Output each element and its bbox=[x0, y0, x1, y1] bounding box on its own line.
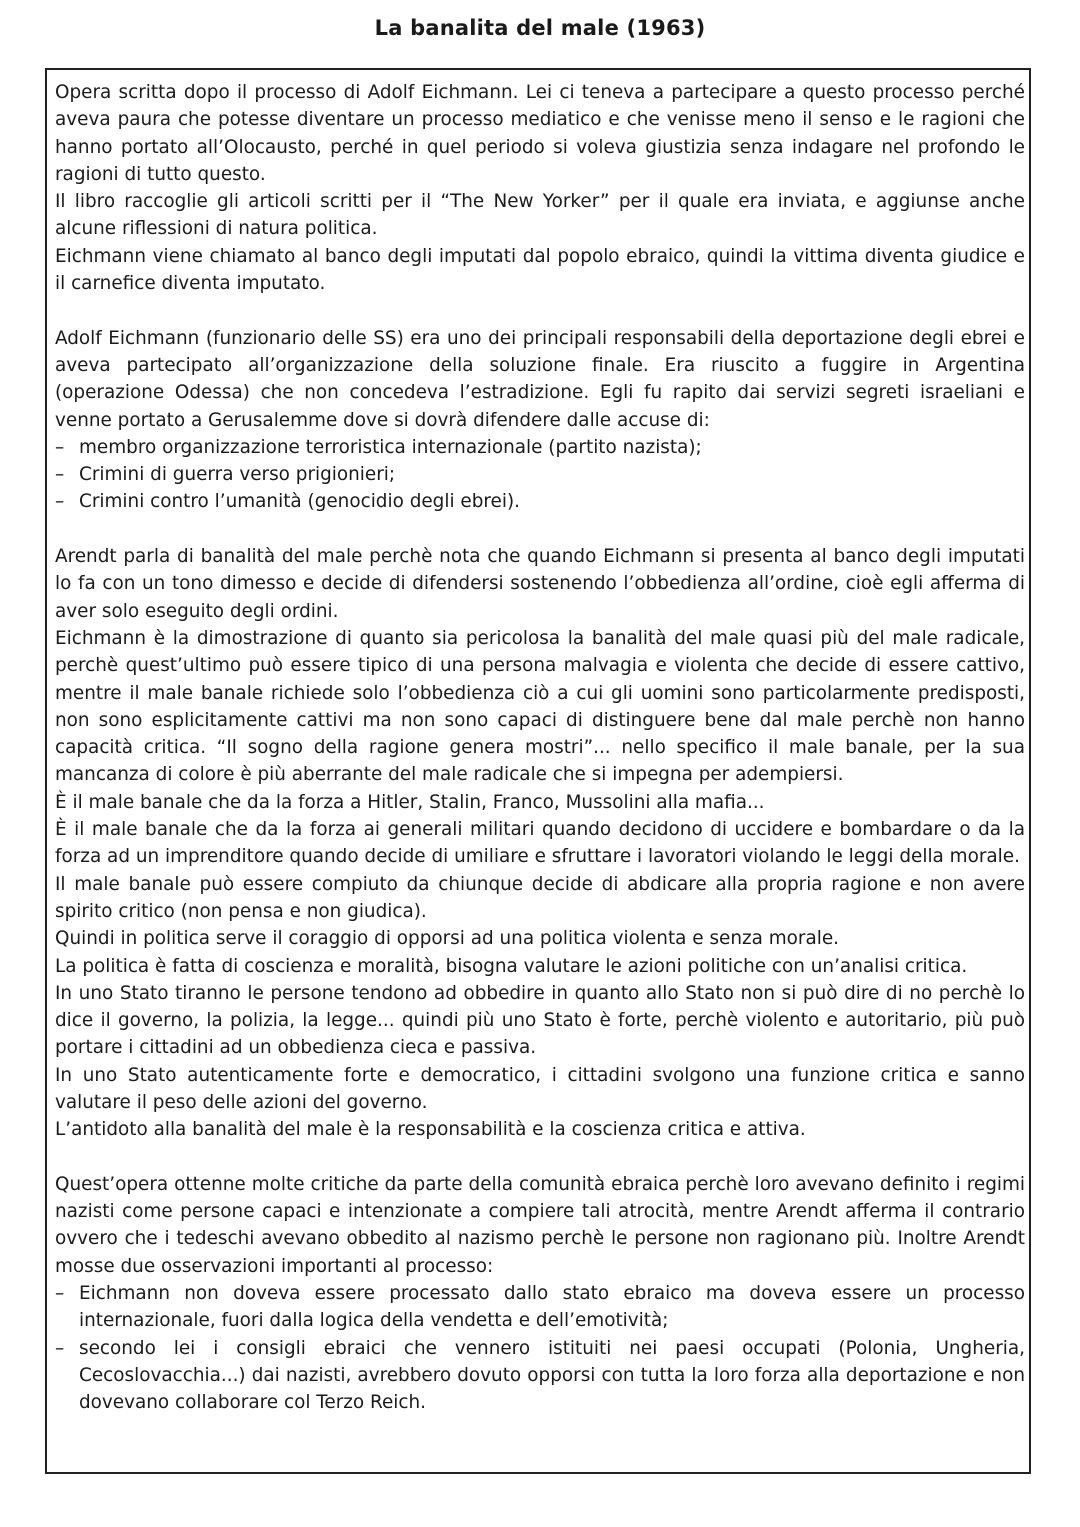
criticism-section bbox=[55, 1171, 1025, 1417]
page-title: La banalita del male (1963) bbox=[374, 16, 706, 40]
paragraph: Eichmann viene chiamato al banco degli imputati dal popolo ebraico, quindi la vittima diventa giudice e il carnefice diventa imputato. bbox=[55, 245, 1025, 295]
paragraph: La politica è fatta di coscienza e moralità, bisogna valutare le azioni politiche con un’analisi critica. bbox=[55, 955, 968, 977]
paragraph: L’antidoto alla banalità del male è la responsabilità e la coscienza critica e attiva. bbox=[55, 1119, 806, 1141]
list-item: – Eichmann non doveva essere processato dallo stato ebraico ma doveva essere un processo internazionale, fuori dalla logica della vendetta e dell’emotività; bbox=[55, 1280, 1025, 1335]
paragraph: Arendt parla di banalità del male perchè nota che quando Eichmann si presenta al banco degli imputati lo fa con un tono dimesso e decide di difendersi sostenendo l’obbedienza all’ordine, cioè egli afferma di aver solo eseguito degli ordini. bbox=[55, 546, 1025, 622]
paragraph: Il male banale può essere compiuto da chiunque decide di abdicare alla propria ragione e non avere spirito critico (non pensa e non giudica). bbox=[55, 873, 1025, 922]
banality-section bbox=[55, 543, 1025, 1144]
paragraph: È il male banale che da la forza a Hitler, Stalin, Franco, Mussolini alla mafia... bbox=[55, 791, 765, 813]
intro-section bbox=[55, 79, 1025, 297]
eichmann-section bbox=[55, 325, 1025, 516]
list-item: – membro organizzazione terroristica internazionale (partito nazista); bbox=[55, 434, 1025, 461]
paragraph: In uno Stato autenticamente forte e democratico, i cittadini svolgono una funzione critica e sanno valutare il peso delle azioni del governo. bbox=[55, 1064, 1025, 1113]
paragraph: In uno Stato tiranno le persone tendono ad obbedire in quanto allo Stato non si può dire di no perchè lo dice il governo, la polizia, la legge... quindi più uno Stato è forte, perchè violento e autoritario, più può portare i cittadini ad un obbedienza cieca e passiva. bbox=[55, 982, 1025, 1059]
paragraph: Quest’opera ottenne molte critiche da parte della comunità ebraica perchè loro avevano definito i regimi nazisti come persone capaci e intenzionate a compiere tali atrocità, mentre Arendt afferma il contrario ovvero che i tedeschi avevano obbedito al nazismo perchè le persone non ragionano più. Inoltre Arendt mosse due osservazioni importanti al processo: bbox=[55, 1173, 1025, 1277]
paragraph: Opera scritta dopo il processo di Adolf Eichmann. Lei ci teneva a partecipare a questo processo perché aveva paura che potesse diventare un processo mediatico e che venisse meno il senso e le ragioni che hanno portato all’Olocausto, perché in quel periodo si voleva giustizia senza indagare nel profondo le ragioni di tutto questo. bbox=[55, 82, 1025, 185]
list-item: – Crimini contro l’umanità (genocidio degli ebrei). bbox=[55, 488, 1025, 515]
paragraph: È il male banale che da la forza ai generali militari quando decidono di uccidere e bombardare o da la forza ad un imprenditore quando decide di umiliare e sfruttare i lavoratori violando le leggi della morale. bbox=[55, 819, 1025, 868]
paragraph: Quindi in politica serve il coraggio di opporsi ad una politica violenta e senza morale. bbox=[55, 928, 840, 950]
paragraph: Adolf Eichmann (funzionario delle SS) era uno dei principali responsabili della deportazione degli ebrei e aveva partecipato all’organizzazione della soluzione finale. Era riuscito a fuggire in Argentina (operazione Odessa) che non concedeva l’estradizione. Egli fu rapito dai servizi segreti israeliani e venne portato a Gerusalemme dove si dovrà difendere dalle accuse di: bbox=[55, 327, 1025, 431]
paragraph: Il libro raccoglie gli articoli scritti per il “The New Yorker” per il quale era inviata, e aggiunse anche alcune riflessioni di natura politica. bbox=[55, 191, 1025, 240]
document-body bbox=[55, 79, 1025, 1417]
list-item: – secondo lei i consigli ebraici che vennero istituiti nei paesi occupati (Polonia, Ungheria, Cecoslovacchia...) dai nazisti, avrebbero dovuto opporsi con tutta la loro forza alla deportazione e non dovevano collaborare col Terzo Reich. bbox=[55, 1335, 1025, 1417]
observations-list bbox=[55, 1280, 1025, 1416]
list-item: – Crimini di guerra verso prigionieri; bbox=[55, 461, 1025, 488]
paragraph: Eichmann è la dimostrazione di quanto sia pericolosa la banalità del male quasi più del male radicale, perchè quest’ultimo può essere tipico di una persona malvagia e violenta che decide di essere cattivo, mentre il male banale richiede solo l’obbedienza ciò a cui gli uomini sono particolarmente predisposti, non sono esplicitamente cattivi ma non sono capaci di distinguere bene dal male perchè non hanno capacità critica. “Il sogno della ragione genera mostri”... nello specifico il male banale, per la sua mancanza di colore è più aberrante del male radicale che si impegna per adempiersi. bbox=[55, 627, 1025, 786]
charges-list bbox=[55, 434, 1025, 516]
